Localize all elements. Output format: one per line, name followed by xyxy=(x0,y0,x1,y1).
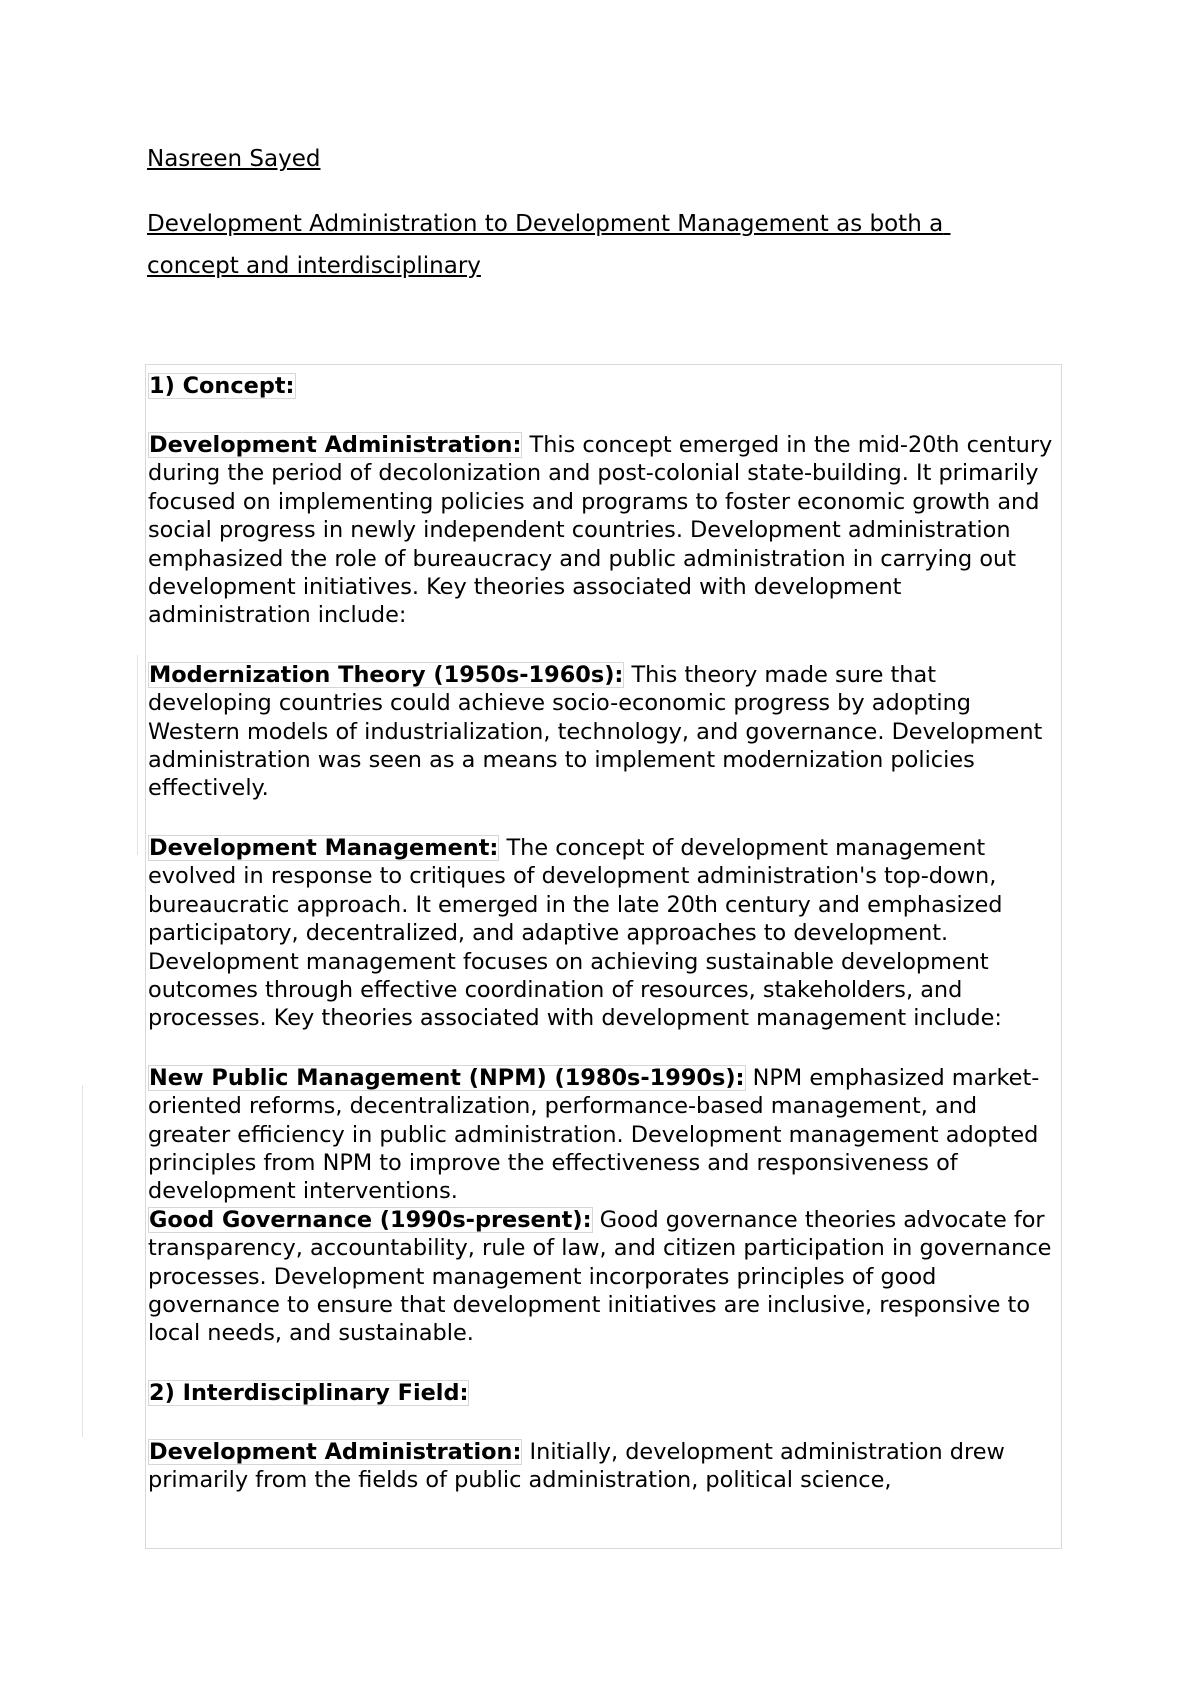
paragraph-spacer xyxy=(148,1407,1062,1438)
paragraph-text: The concept of development management evolved in response to critiques of development administration's top-down, bureaucratic approach. It emerged in the late 20th century and emphasized participatory, decentralized, and adaptive approaches to development. Development management focuses on achieving sustainable development outcomes through effective coordination of resources, stakeholders, and processes. Key theories associated with development management include: xyxy=(148,834,1003,1032)
term-label: Good Governance (1990s-present): xyxy=(149,1206,592,1233)
content-box xyxy=(145,364,1062,1549)
section-heading-concept xyxy=(148,372,1062,400)
paragraph-development-administration-2 xyxy=(148,1438,1062,1495)
paragraph-spacer xyxy=(148,630,1062,661)
content-body xyxy=(148,365,1062,1495)
section-heading-interdisciplinary xyxy=(148,1379,1062,1407)
paragraph-development-management xyxy=(148,834,1062,1033)
term-label: Development Administration: xyxy=(149,432,522,458)
paragraph-text: Good governance theories advocate for transparency, accountability, rule of law, and citizen participation in governance processes. Development management incorporates principles of good governance to ensure that development initiatives are inclusive, responsive to local needs, and sustainable. xyxy=(148,1206,1052,1347)
paragraph-text: This theory made sure that developing countries could achieve socio-economic progress by adopting Western models of industrialization, technology, and governance. Development administration was seen as a means to implement modernization policies effectively. xyxy=(148,661,1043,802)
document-title: Development Administration to Development Management as both a concept and interdisciplinary xyxy=(147,211,951,279)
paragraph-spacer xyxy=(148,803,1062,834)
paragraph-spacer xyxy=(148,1033,1062,1064)
heading-label: 1) Concept: xyxy=(149,373,295,399)
term-label: New Public Management (NPM) (1980s-1990s): xyxy=(149,1064,745,1091)
margin-bar xyxy=(137,655,138,855)
paragraph-spacer xyxy=(148,1348,1062,1379)
paragraph-good-governance xyxy=(148,1206,1062,1348)
paragraph-development-administration xyxy=(148,431,1062,630)
term-label: Development Administration: xyxy=(149,1438,522,1465)
margin-bar xyxy=(82,1085,83,1437)
heading-label: 2) Interdisciplinary Field: xyxy=(149,1379,469,1406)
term-label: Development Management: xyxy=(149,834,499,861)
paragraph-text: This concept emerged in the mid-20th century during the period of decolonization and post-colonial state-building. It primarily focused on implementing policies and programs to foster economic growth and social progress in newly independent countries. Development administration emphasized the role of bureaucracy and public administration in carrying out development initiatives. Key theories associated with development administration include: xyxy=(148,432,1053,629)
author-name: Nasreen Sayed xyxy=(147,146,321,172)
paragraph-text: Initially, development administration drew primarily from the fields of public administration, political science, xyxy=(148,1438,1005,1494)
term-label: Modernization Theory (1950s-1960s): xyxy=(149,661,624,688)
paragraph-new-public-management xyxy=(148,1064,1062,1206)
paragraph-text: NPM emphasized market-oriented reforms, decentralization, performance-based management, and greater efficiency in public administration. Development management adopted principles from NPM to improve the effectiveness and responsiveness of development interventions. xyxy=(148,1064,1040,1205)
paragraph-spacer xyxy=(148,400,1062,431)
paragraph-modernization-theory xyxy=(148,661,1062,803)
